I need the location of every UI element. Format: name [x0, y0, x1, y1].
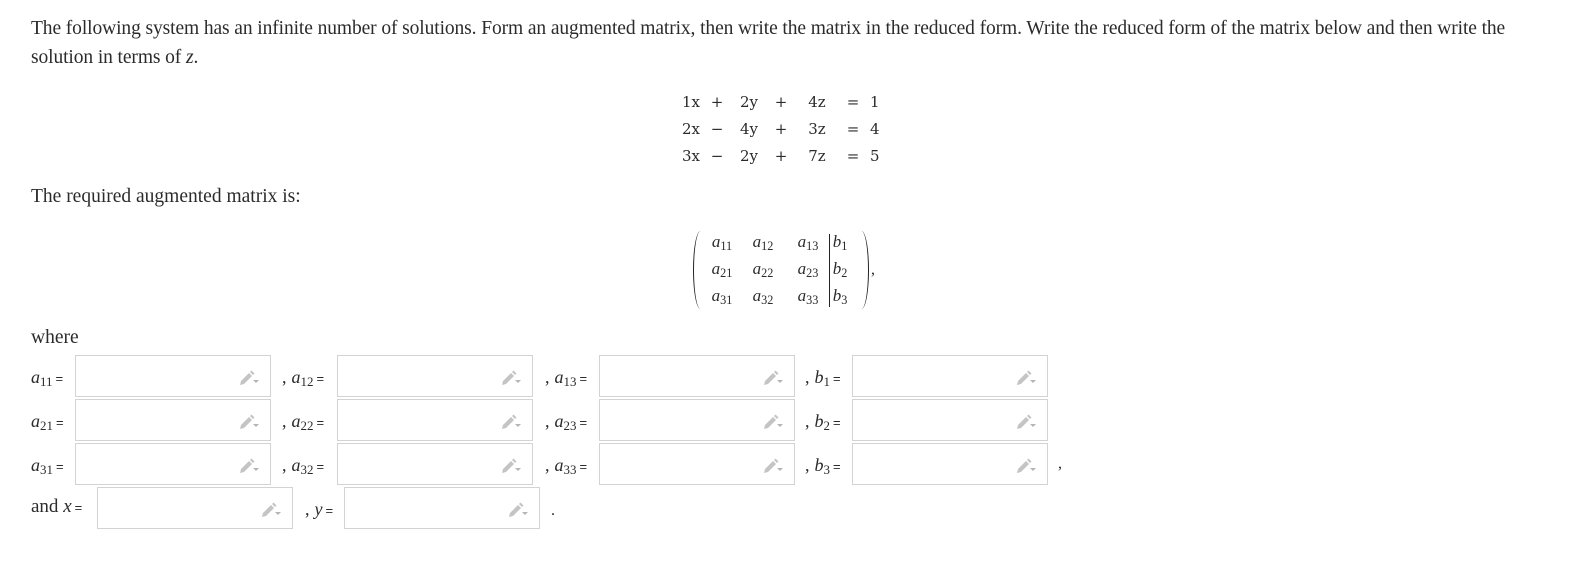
equation-term-eq: =	[846, 147, 860, 165]
equation-term-rhs: 5	[870, 147, 880, 165]
input-x[interactable]	[97, 487, 293, 529]
matrix-entry-a23: $a_{23}$	[797, 259, 819, 280]
equation-term-x: 2x	[681, 120, 700, 138]
label-a23: , $a_{23}$ =	[545, 411, 588, 433]
equation-term-rhs: 4	[870, 120, 880, 138]
label-b3: , $b_3$ =	[805, 455, 841, 477]
matrix-entry-a21: $a_{21}$	[711, 259, 733, 280]
input-a12[interactable]	[337, 355, 533, 397]
matrix-entry-a32: $a_{32}$	[752, 286, 774, 307]
matrix-entry-b2: $b_2$	[832, 259, 848, 280]
input-a21[interactable]	[75, 399, 271, 441]
equation-row	[664, 89, 896, 116]
equation-row	[664, 116, 896, 143]
label-a32: , $a_{32}$ =	[282, 455, 325, 477]
equation-term-z: 4z	[808, 93, 826, 111]
equation-term-z: 7z	[808, 147, 826, 165]
label-b1: , $b_1$ =	[805, 367, 841, 389]
matrix-entry-b1: $b_1$	[832, 232, 848, 253]
label-a33: , $a_{33}$ =	[545, 455, 588, 477]
pencil-dropdown-icon	[1015, 412, 1037, 430]
grid-trailing-comma: ,	[1058, 455, 1062, 472]
problem-statement	[31, 14, 1551, 72]
input-a32[interactable]	[337, 443, 533, 485]
input-a23[interactable]	[599, 399, 795, 441]
equation-term-op2: +	[774, 120, 788, 138]
input-y[interactable]	[344, 487, 540, 529]
pencil-dropdown-icon	[500, 368, 522, 386]
label-a22: , $a_{22}$ =	[282, 411, 325, 433]
equation-term-eq: =	[846, 93, 860, 111]
x-variable: x	[63, 496, 72, 517]
equation-term-eq: =	[846, 120, 860, 138]
matrix-entry-a11: $a_{11}$	[711, 232, 733, 253]
label-b2: , $b_2$ =	[805, 411, 841, 433]
input-a13[interactable]	[599, 355, 795, 397]
where-label: where	[31, 327, 79, 348]
pencil-dropdown-icon	[500, 412, 522, 430]
pencil-dropdown-icon	[500, 456, 522, 474]
input-a33[interactable]	[599, 443, 795, 485]
pencil-dropdown-icon	[260, 500, 282, 518]
pencil-dropdown-icon	[1015, 368, 1037, 386]
problem-variable: z	[185, 47, 194, 68]
augmented-matrix	[693, 231, 883, 309]
pencil-dropdown-icon	[238, 368, 260, 386]
pencil-dropdown-icon	[1015, 456, 1037, 474]
pencil-dropdown-icon	[238, 412, 260, 430]
input-b3[interactable]	[852, 443, 1048, 485]
pencil-dropdown-icon	[507, 500, 529, 518]
input-a22[interactable]	[337, 399, 533, 441]
matrix-entry-a12: $a_{12}$	[752, 232, 774, 253]
solution-period: .	[551, 502, 555, 519]
label-a13: , $a_{13}$ =	[545, 367, 588, 389]
input-a11[interactable]	[75, 355, 271, 397]
equation-row	[664, 143, 896, 170]
augmented-matrix-label: The required augmented matrix is:	[31, 186, 301, 207]
input-a31[interactable]	[75, 443, 271, 485]
equation-term-op1: −	[710, 120, 724, 138]
equation-term-x: 3x	[681, 147, 700, 165]
matrix-entry-a31: $a_{31}$	[711, 286, 733, 307]
right-paren	[854, 231, 869, 309]
equation-term-y: 2y	[739, 93, 759, 111]
equation-term-op1: +	[710, 93, 724, 111]
label-a21: $a_{21}$ =	[31, 411, 64, 433]
matrix-entry-a22: $a_{22}$	[752, 259, 774, 280]
and-label: and	[31, 496, 59, 517]
y-label: , y =	[305, 499, 334, 519]
equation-term-z: 3z	[808, 120, 826, 138]
problem-text: The following system has an infinite number of solutions. Form an augmented matrix, then write the matrix in the reduced form. Write the reduced form of the matrix below and then write the solution in terms of	[31, 18, 1506, 68]
problem-period: .	[193, 47, 199, 68]
input-b1[interactable]	[852, 355, 1048, 397]
pencil-dropdown-icon	[762, 456, 784, 474]
y-variable: y	[314, 499, 323, 519]
label-a11: $a_{11}$ =	[31, 367, 64, 389]
pencil-dropdown-icon	[238, 456, 260, 474]
equation-term-rhs: 1	[870, 93, 880, 111]
equation-term-x: 1x	[681, 93, 700, 111]
equation-term-y: 2y	[739, 147, 759, 165]
matrix-entry-b3: $b_3$	[832, 286, 848, 307]
equation-system	[664, 89, 896, 170]
matrix-entry-a33: $a_{33}$	[797, 286, 819, 307]
matrix-trailing-comma: ,	[871, 261, 875, 278]
equation-term-op2: +	[774, 93, 788, 111]
input-b2[interactable]	[852, 399, 1048, 441]
label-a31: $a_{31}$ =	[31, 455, 64, 477]
equation-term-y: 4y	[739, 120, 759, 138]
equation-term-op2: +	[774, 147, 788, 165]
label-a12: , $a_{12}$ =	[282, 367, 325, 389]
pencil-dropdown-icon	[762, 412, 784, 430]
matrix-entry-a13: $a_{13}$	[797, 232, 819, 253]
and-x-label: and x =	[31, 496, 83, 517]
pencil-dropdown-icon	[762, 368, 784, 386]
equation-term-op1: −	[710, 147, 724, 165]
